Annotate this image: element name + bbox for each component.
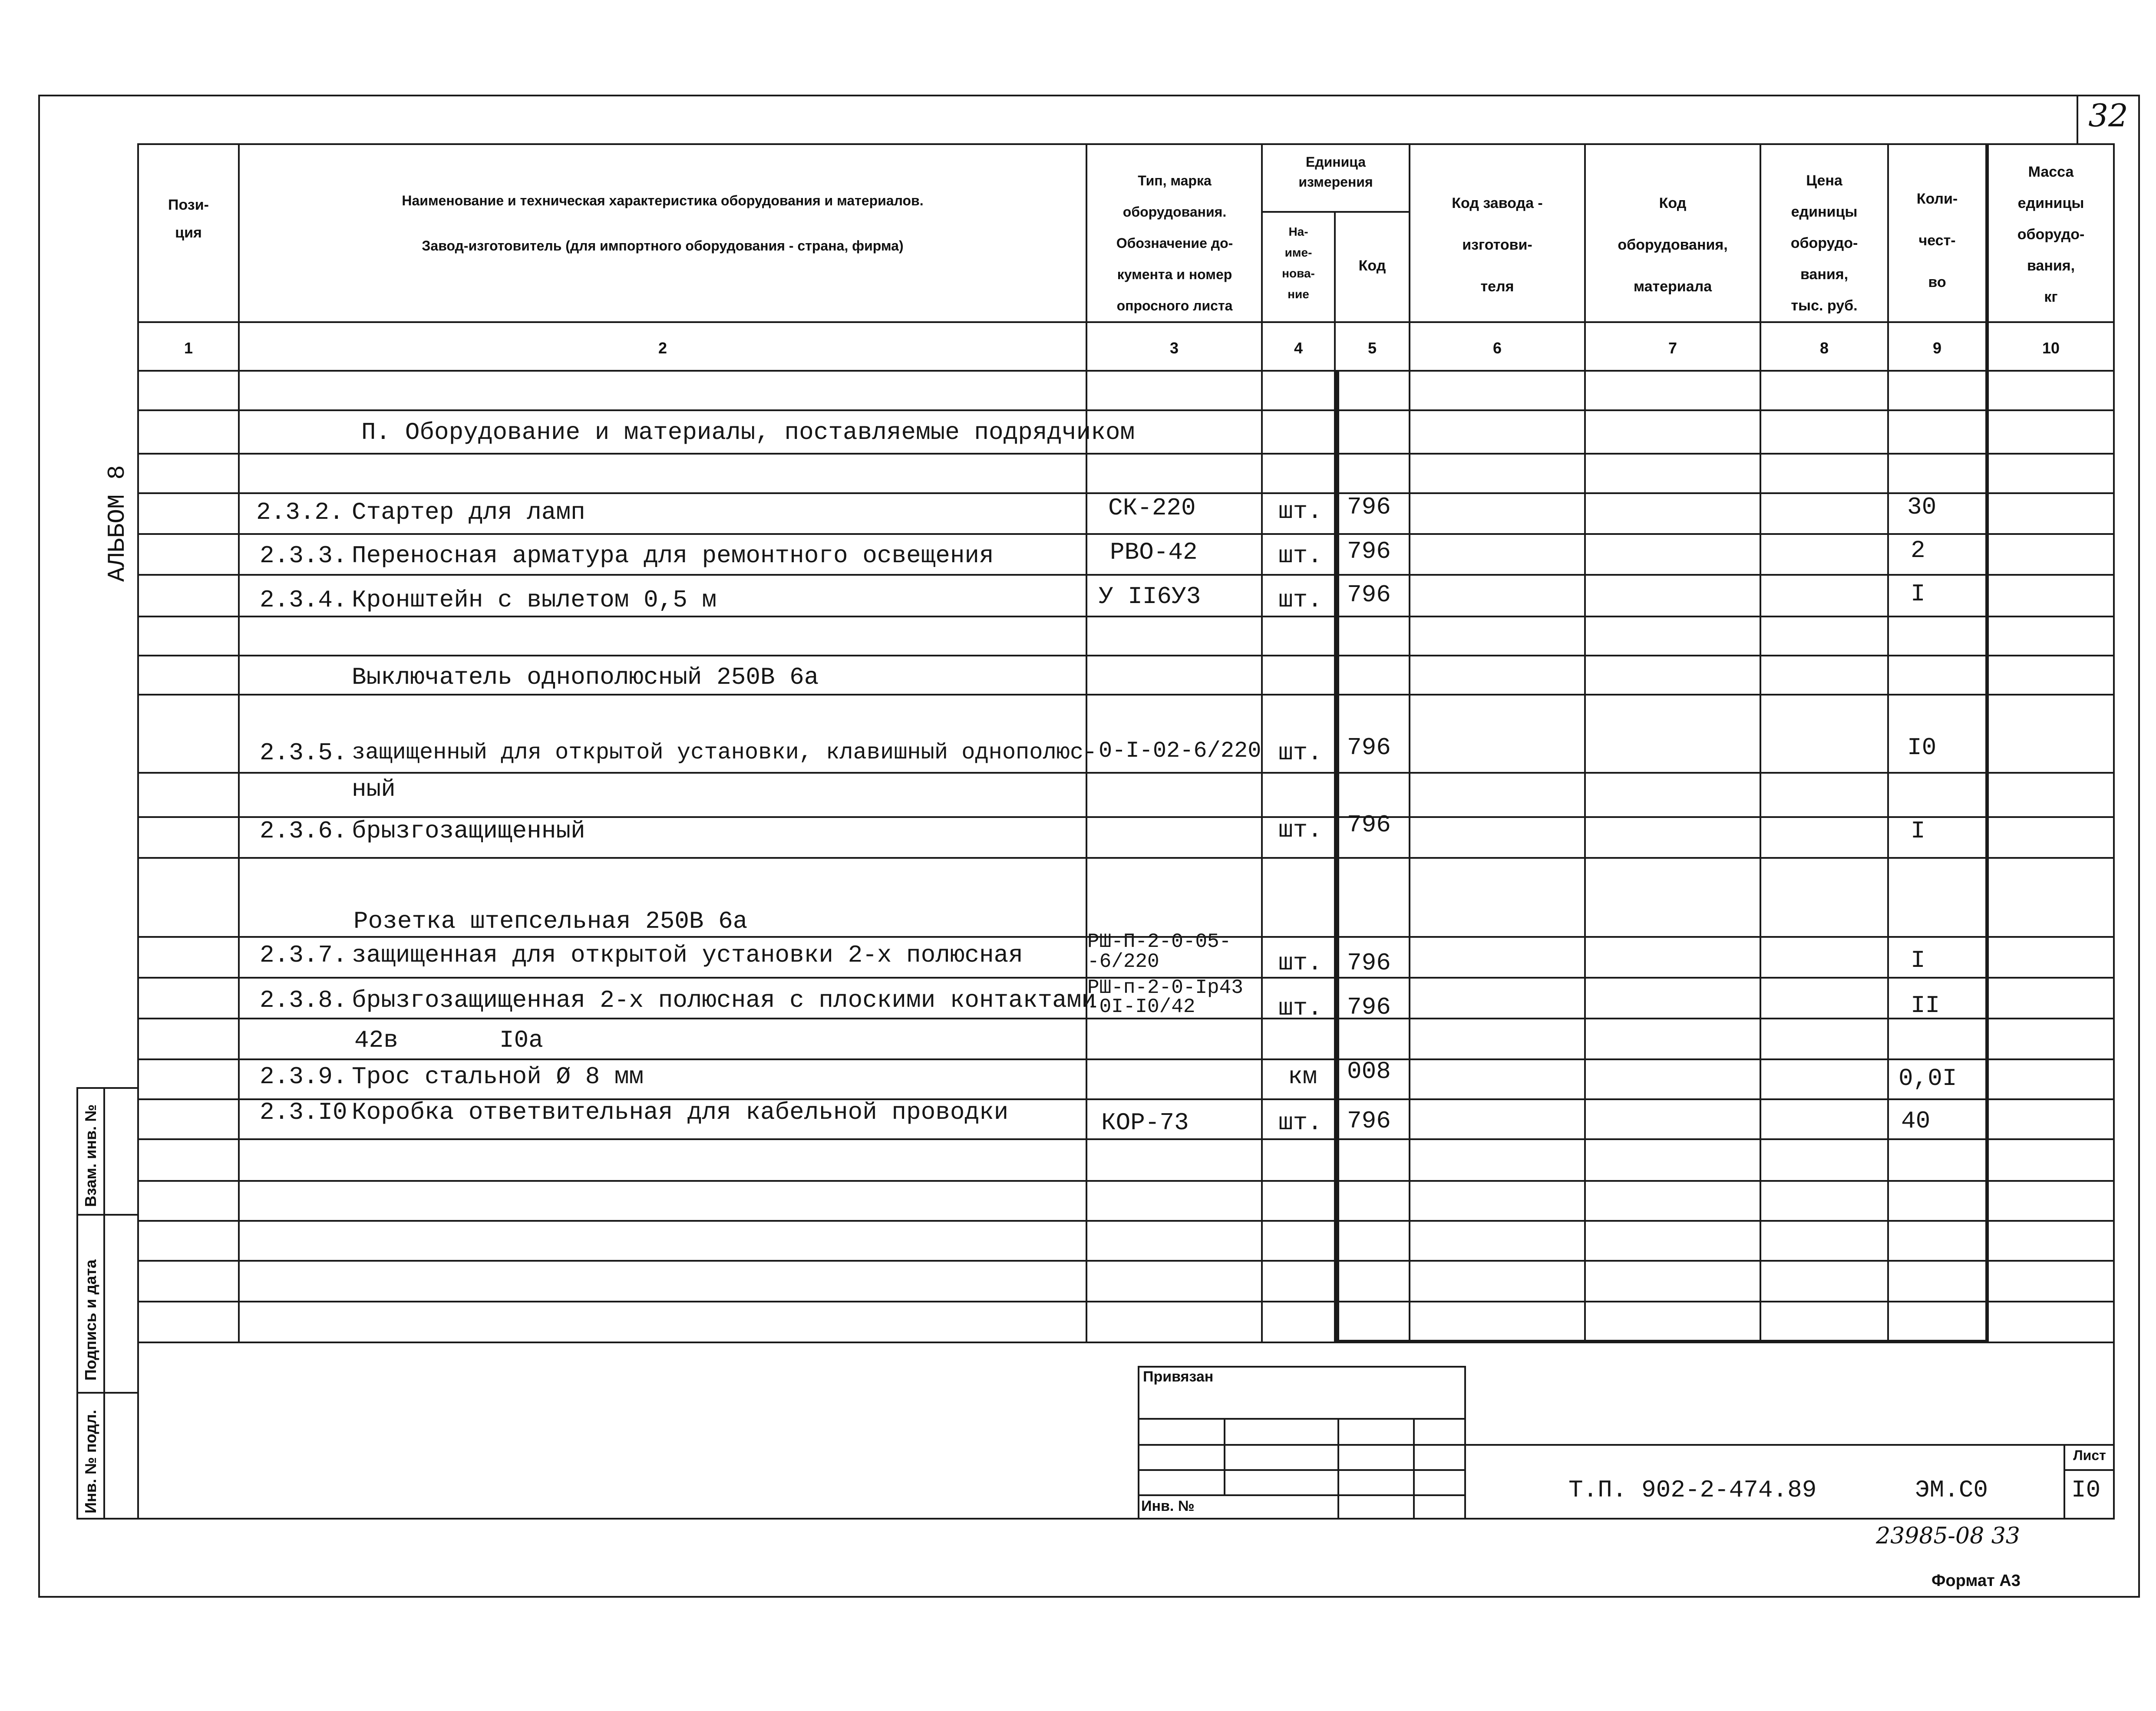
row-code: 796 [1347,949,1391,977]
side-label-inv-podl: Инв. № подл. [82,1410,99,1513]
row-qty: I [1911,580,1925,608]
table-body-bottom-thick [1336,1340,1989,1343]
row-line [137,1220,2113,1222]
row-position: 2.3.3. [260,542,347,570]
column-number: 6 [1492,339,1502,357]
outer-frame-top [38,95,2140,96]
group-title: Розетка штепсельная 250В 6а [353,907,748,935]
header-mass-line: оборудо- [2017,226,2085,243]
outer-frame-left [38,95,40,1598]
row-type: 0-I-02-6/220 [1099,738,1261,764]
side-stamp-line [103,1087,105,1520]
header-unit-name-line: нова- [1282,267,1315,280]
row-name: Трос стальной Ø 8 мм [352,1063,644,1091]
row-unit: шт. [1278,949,1322,977]
header-unit-line: Единица [1305,154,1366,170]
album-label: АЛЬБОМ 8 [103,465,131,582]
row-name: Кронштейн с вылетом 0,5 м [352,586,717,614]
row-position: 2.3.9. [260,1063,347,1091]
row-position: 2.3.8. [260,986,347,1014]
column-number: 10 [2042,339,2060,357]
header-mass-line: Масса [2028,164,2074,180]
header-unit-name-line: На- [1288,225,1308,238]
stamp-line [1464,1366,1466,1518]
row-qty: I [1911,817,1925,845]
column-number: 3 [1169,339,1179,357]
header-equipment-code [1586,182,1760,307]
section-title: П. Оборудование и материалы, поставляемые подрядчиком [361,419,1135,446]
row-name: защищенная для открытой установки 2-х полюсная [352,941,1023,969]
row-code: 008 [1347,1058,1391,1085]
header-price-line: единицы [1791,204,1858,220]
row-line [137,1301,2113,1302]
row-qty: I0 [1907,734,1937,762]
stamp-sheet-value: I0 [2071,1476,2101,1504]
header-price-line: тыс. руб. [1791,297,1858,314]
row-unit: шт. [1278,542,1322,570]
col-line-thick [1985,143,1989,1342]
row-unit: км [1288,1063,1317,1091]
column-number: 8 [1819,339,1829,357]
row-code: 796 [1347,1107,1391,1135]
header-unit-name-line: име- [1284,246,1312,259]
stamp-inv-label: Инв. № [1141,1498,1195,1514]
row-line [137,772,2113,774]
row-line [137,409,2113,411]
row-position: 2.3.I0 [260,1098,347,1126]
row-line [137,616,2113,617]
header-unit-code: Код [1358,257,1386,274]
row-name: брызгозащищенная 2-х полюсная с плоскими контактами [352,986,1096,1014]
header-mass-line: единицы [2017,195,2084,211]
header-mass [1989,156,2113,313]
header-name [240,187,1086,260]
row-type-line1: РШ-П-2-0-05- [1087,930,1232,953]
outer-frame-bottom [38,1596,2140,1598]
row-type-line2: -6/220 [1087,950,1159,973]
row-position: 2.3.2. [256,498,344,526]
row-type: У II6У3 [1099,583,1201,610]
header-qty-line: во [1928,274,1946,290]
row-name: брызгозащищенный [352,817,585,845]
header-bottom [137,321,2113,323]
row-qty: I [1911,946,1925,974]
stamp-line [1138,1366,1139,1518]
row-name: Переносная арматура для ремонтного освещения [352,542,994,570]
stamp-line [1138,1366,1466,1368]
stamp-bound-label: Привязан [1143,1368,1214,1385]
row-line [137,1260,2113,1262]
row-code: 796 [1347,537,1391,565]
side-stamp-line [76,1087,78,1520]
row-position: 2.3.6. [260,817,347,845]
header-qty-line: чест- [1918,232,1956,249]
header-position-line1: Пози- [168,197,209,213]
header-type-line: кумента и номер [1117,267,1232,282]
row-unit: шт. [1278,586,1322,614]
column-number: 9 [1932,339,1942,357]
header-name-line2: Завод-изготовитель (для импортного оборудования - страна, фирма) [422,238,904,254]
row-qty: 30 [1907,493,1937,521]
row-line [137,453,2113,455]
header-unit-line: измерения [1298,174,1373,190]
stamp-line [1138,1418,1466,1420]
row-qty: 40 [1901,1107,1931,1135]
row-qty: II [1911,992,1940,1019]
header-type-line: оборудования. [1123,204,1227,220]
side-stamp-line [76,1087,137,1089]
header-maker-code [1410,182,1584,307]
row-code: 796 [1347,811,1391,839]
side-stamp-line [76,1214,137,1216]
column-number: 5 [1367,339,1377,357]
corner-sheet-number: 32 [2088,97,2128,134]
header-mass-line: кг [2044,289,2058,305]
stamp-line [1466,1444,2115,1446]
col-line [1760,143,1761,1342]
header-equip-line: оборудования, [1618,237,1728,253]
frame-bottom-inner [137,1518,2115,1520]
header-maker-line: Код завода - [1452,195,1543,211]
header-type-line: Тип, марка [1138,173,1212,188]
col-line-thick [1336,370,1339,1342]
col-line [1887,143,1889,1342]
row-code: 796 [1347,734,1391,762]
header-unit [1263,152,1409,192]
row-unit: шт. [1278,994,1322,1022]
header-price-line: оборудо- [1790,235,1858,251]
row-name-continued: ный [352,775,396,803]
stamp-line [1138,1494,1466,1496]
row-qty: 0,0I [1898,1065,1957,1092]
header-type-line: опросного листа [1116,298,1233,313]
row-type: РВО-42 [1110,538,1198,566]
col-line [2113,143,2115,1520]
header-quantity [1889,178,1985,303]
header-price-line: Цена [1806,172,1842,189]
stamp-line [2064,1469,2115,1471]
row-line [137,574,2113,576]
row-name: защищенный для открытой установки, клавишный однополюс- [352,740,1097,765]
stamp-doc-mark: ЭМ.С0 [1915,1476,1988,1504]
col-line [1409,143,1410,1342]
header-equip-line: материала [1633,278,1712,295]
row-code: 796 [1347,581,1391,609]
row-name-continued: I0а [499,1026,543,1054]
row-unit: шт. [1278,739,1322,767]
header-unit-name-line: ние [1288,287,1309,301]
header-maker-line: изготови- [1462,237,1532,253]
header-position [139,191,238,247]
group-title: Выключатель однополюсный 250В 6а [352,663,819,691]
header-mass-line: вания, [2027,257,2075,274]
stamp-doc-code: Т.П. 902-2-474.89 [1568,1476,1817,1504]
header-type-line: Обозначение до- [1116,235,1233,251]
header-price-line: вания, [1800,266,1849,283]
row-unit: шт. [1278,498,1322,525]
row-line [137,1138,2113,1140]
format-label: Формат А3 [1931,1572,2021,1590]
side-stamp-line [76,1392,137,1394]
header-position-line2: ция [175,224,202,241]
header-qty-line: Коли- [1916,191,1958,207]
side-stamp-line [76,1518,137,1520]
stamp-line [1138,1444,1466,1446]
row-line [137,694,2113,696]
column-number: 7 [1668,339,1677,357]
col-line [1584,143,1586,1342]
outer-frame-right [2138,95,2140,1598]
row-type: КОР-73 [1101,1109,1189,1137]
header-equip-line: Код [1659,195,1687,211]
row-name: Стартер для ламп [352,498,585,526]
row-position: 2.3.4. [260,586,347,614]
side-label-podpis: Подпись и дата [82,1259,99,1381]
row-position: 2.3.5. [260,739,347,767]
bottom-number: 23985-08 33 [1876,1523,2020,1549]
stamp-line [1224,1418,1225,1494]
row-line [137,533,2113,535]
row-type: СК-220 [1108,494,1196,522]
row-qty: 2 [1911,537,1925,564]
stamp-sheet-label: Лист [2073,1447,2106,1463]
header-unit-name [1263,221,1334,305]
row-code: 796 [1347,993,1391,1021]
row-line [137,857,2113,859]
row-code: 796 [1347,493,1391,521]
colnum-bottom [137,370,2113,372]
row-unit: шт. [1278,816,1322,844]
header-name-line1: Наименование и техническая характеристика оборудования и материалов. [402,193,924,208]
stamp-line [1337,1418,1339,1518]
col-line [1261,143,1263,1342]
header-maker-line: теля [1480,278,1514,295]
column-number: 4 [1294,339,1303,357]
row-position: 2.3.7. [260,941,347,969]
row-name: Коробка ответвительная для кабельной проводки [352,1098,1009,1126]
stamp-line [1413,1418,1415,1518]
side-label-vzam: Взам. инв. № [82,1104,99,1207]
col-line [238,143,240,1342]
table-top [137,143,2113,145]
row-line [137,655,2113,656]
stamp-line [1138,1469,1466,1471]
row-type-line2: -0I-I0/42 [1087,996,1195,1018]
corner-box-left [2077,95,2078,143]
column-number: 2 [658,339,667,357]
row-type-line1: РШ-п-2-0-Ip43 [1087,976,1243,999]
header-price [1761,165,1887,321]
row-line [137,1058,2113,1060]
row-name-continued: 42в [354,1026,398,1054]
column-number: 1 [184,339,193,357]
header-type [1088,165,1261,321]
row-unit: шт. [1278,1109,1322,1137]
row-line [137,1180,2113,1182]
